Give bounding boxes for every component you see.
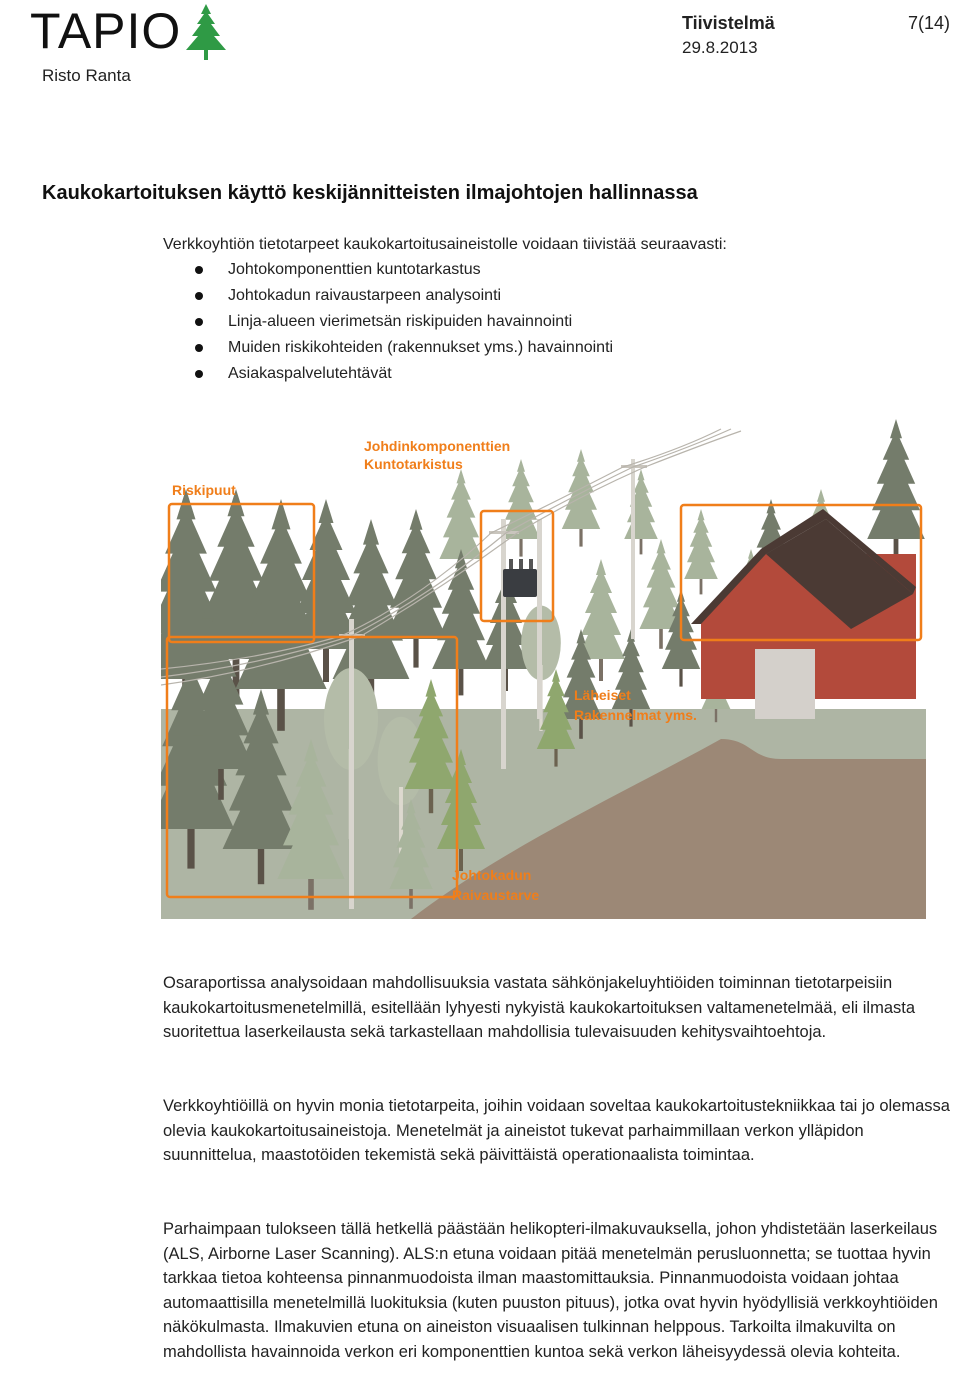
paragraph-3: Parhaimpaan tulokseen tällä hetkellä päästään helikopteri-ilmakuvauksella, johon yhdistetään laserkeilaus (ALS, Airborne Laser Scanning). ALS:n etuna voidaan pitää menetelmän perusluonnetta; se tuottaa hyvin tarkkaa tietoa kohteensa pinnanmuodoista ilman maastomittauksia. Pinnanmuodoista voidaan johtaa automaattisilla menetelmillä luokituksia (kuten puuston pituus), jotka ovat hyvin hyödyllisiä verkkoyhtiöiden näkökulmasta. Ilmakuvien etuna on aineiston visuaalisen tulkinnan helppous. Tarkoilta ilmakuvilta on mahdollista havainnoida verkon eri komponenttien kuntoa sekä verkon läheisyydessä olevia kohteita. bbox=[163, 1220, 938, 1361]
bullet-icon bbox=[195, 344, 203, 352]
illustration-canvas bbox=[161, 409, 926, 919]
list-item: Muiden riskikohteiden (rakennukset yms.) havainnointi bbox=[195, 336, 613, 362]
label-corridor-2: Raivaustarve bbox=[452, 887, 540, 903]
spruce-tree-icon bbox=[184, 4, 228, 65]
author-name: Risto Ranta bbox=[42, 66, 131, 85]
page-title: Kaukokartoituksen käyttö keskijännitteisten ilmajohtojen hallinnassa bbox=[42, 182, 698, 204]
page-number: 7(14) bbox=[908, 13, 951, 33]
label-buildings-1: Läheiset bbox=[574, 687, 631, 703]
label-riskipuut: Riskipuut bbox=[172, 482, 236, 498]
label-buildings-2: Rakennelmat yms. bbox=[574, 707, 697, 723]
list-item: Johtokomponenttien kuntotarkastus bbox=[195, 258, 613, 284]
document-date: 29.8.2013 bbox=[682, 38, 758, 57]
bullet-icon bbox=[195, 370, 203, 378]
needs-list bbox=[195, 258, 613, 388]
paragraph-1: Osaraportissa analysoidaan mahdollisuuksia vastata sähkönjakeluyhtiöiden toiminnan tietotarpeisiin kaukokartoitusmenetelmillä, esitellään lyhyesti nykyistä kaukokartoituksen valtamenetelmää, eli ilmasta suoritettua laserkeilausta sekä tarkastellaan mahdollisia tulevaisuuden kehitysvaihtoehtoja. bbox=[163, 974, 916, 1041]
list-item: Linja-alueen vierimetsän riskipuiden havainnointi bbox=[195, 310, 613, 336]
intro-lead: Verkkoyhtiön tietotarpeet kaukokartoitusaineistolle voidaan tiivistää seuraavasti: bbox=[163, 236, 727, 253]
list-item: Johtokadun raivaustarpeen analysointi bbox=[195, 284, 613, 310]
label-components-1: Johdinkomponenttien bbox=[364, 438, 511, 454]
bullet-icon bbox=[195, 318, 203, 326]
label-corridor-1: Johtokadun bbox=[452, 867, 532, 883]
document-type: Tiivistelmä bbox=[682, 13, 775, 33]
power-line-illustration bbox=[161, 409, 926, 919]
list-item: Asiakaspalvelutehtävät bbox=[195, 362, 613, 388]
bullet-icon bbox=[195, 266, 203, 274]
paragraph-2: Verkkoyhtiöillä on hyvin monia tietotarpeita, joihin voidaan soveltaa kaukokartoitustekniikkaa tai jo olemassa olevia kaukokartoitusaineistoja. Menetelmät ja aineistot tukevat parhaimmillaan verkon ylläpidon suunnittelua, maastotöiden tekemistä sekä päivittäistä operationaalista toimintaa. bbox=[163, 1097, 950, 1164]
logo-wordmark: TAPIO bbox=[30, 3, 182, 59]
bullet-icon bbox=[195, 292, 203, 300]
label-components-2: Kuntotarkistus bbox=[364, 456, 463, 472]
